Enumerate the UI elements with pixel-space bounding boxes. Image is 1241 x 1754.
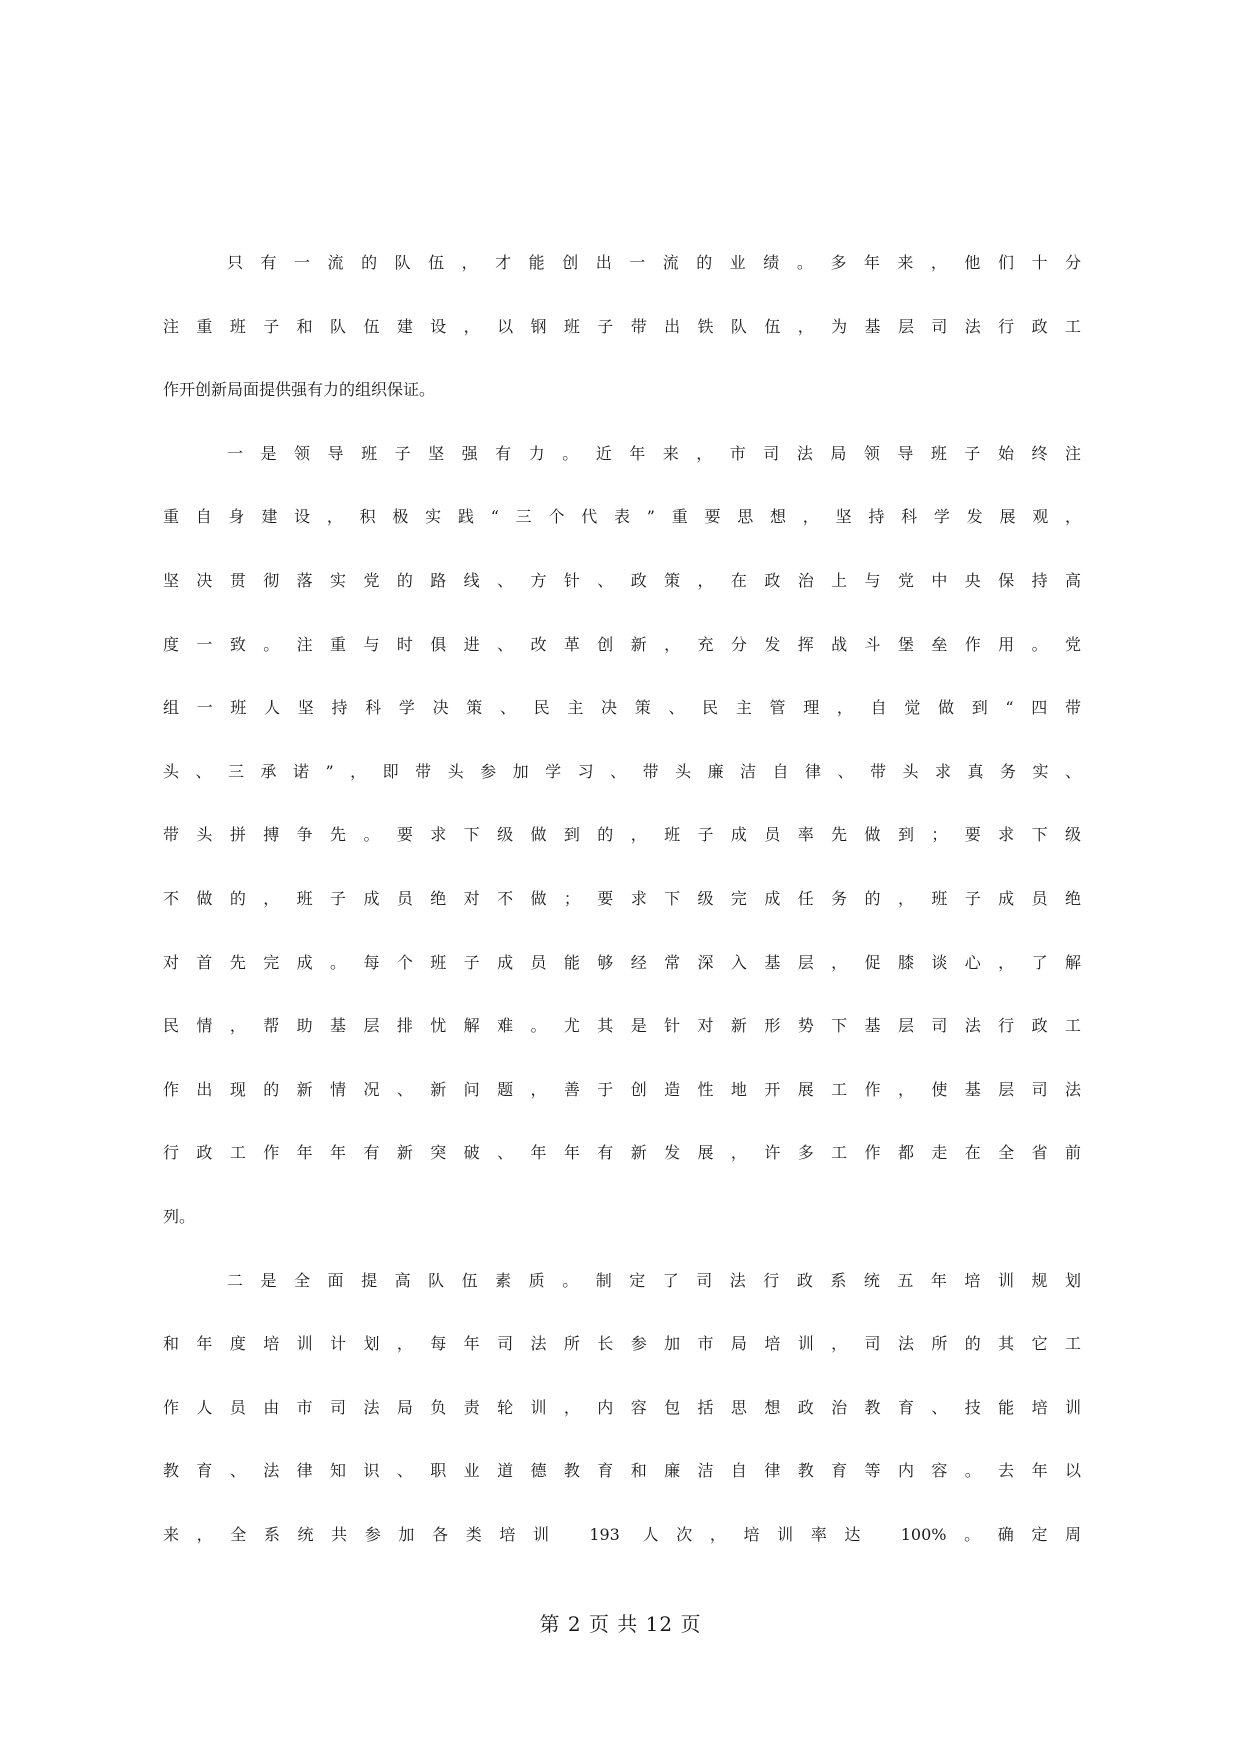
text-line: 民情，帮助基层排忧解难。尤其是针对新形势下基层司法行政工 [163,1016,1081,1036]
text-line: 和年度培训计划，每年司法所长参加市局培训，司法所的其它工 [163,1334,1081,1354]
paragraph-2 [163,422,1081,1249]
text-line: 列。 [163,1206,196,1226]
text-line: 教育、法律知识、职业道德教育和廉洁自律教育等内容。去年以 [163,1461,1081,1481]
paragraph-3 [163,1249,1081,1567]
text-line: 坚决贯彻落实党的路线、方针、政策，在政治上与党中央保持高 [163,570,1081,590]
text-line: 不做的，班子成员绝对不做；要求下级完成任务的，班子成员绝 [163,888,1081,908]
text-line: 注重班子和队伍建设，以钢班子带出铁队伍，为基层司法行政工 [163,316,1081,336]
text-line: 带头拼搏争先。要求下级做到的，班子成员率先做到；要求下级 [163,825,1081,845]
text-line: 头、三承诺”，即带头参加学习、带头廉洁自律、带头求真务实、 [163,761,1081,781]
text-line: 作开创新局面提供强有力的组织保证。 [163,380,436,400]
text-line: 行政工作年年有新突破、年年有新发展，许多工作都走在全省前 [163,1143,1081,1163]
text-line: 作人员由市司法局负责轮训，内容包括思想政治教育、技能培训 [163,1397,1081,1417]
text-line: 二是全面提高队伍素质。制定了司法行政系统五年培训规划 [227,1270,1081,1290]
page-number-footer: 第 2 页 共 12 页 [539,1612,702,1636]
body-text [163,231,1081,1566]
text-line: 度一致。注重与时俱进、改革创新，充分发挥战斗堡垒作用。党 [163,634,1081,654]
text-line: 只有一流的队伍，才能创出一流的业绩。多年来，他们十分 [227,253,1081,272]
text-line: 来，全系统共参加各类培训 193 人次，培训率达 100%。确定周 [163,1524,1081,1544]
text-line: 组一班人坚持科学决策、民主决策、民主管理，自觉做到“四带 [163,698,1081,718]
text-line: 重自身建设，积极实践“三个代表”重要思想，坚持科学发展观， [163,507,1081,527]
text-line: 对首先完成。每个班子成员能够经常深入基层，促膝谈心，了解 [163,952,1081,972]
paragraph-1 [163,231,1081,422]
text-line: 一是领导班子坚强有力。近年来，市司法局领导班子始终注 [227,443,1081,463]
text-line: 作出现的新情况、新问题，善于创造性地开展工作，使基层司法 [163,1079,1081,1099]
